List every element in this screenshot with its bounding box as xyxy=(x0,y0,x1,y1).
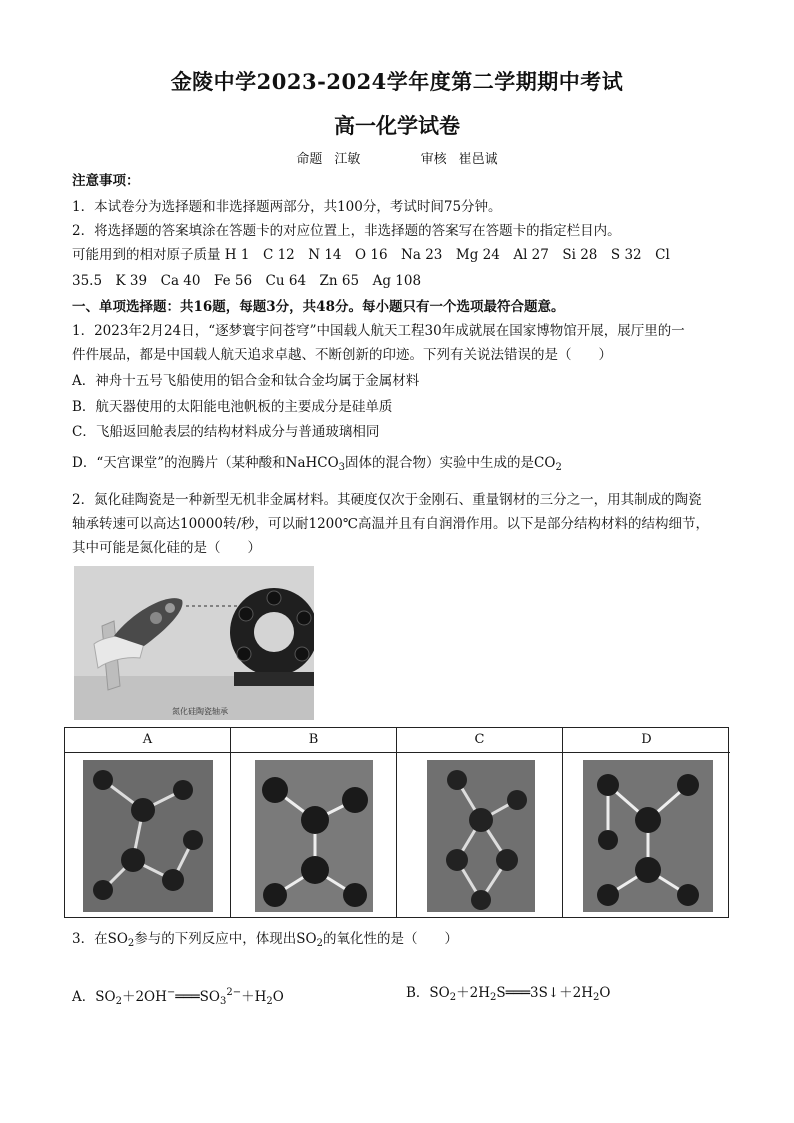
bearing-photo-illustration xyxy=(74,566,314,720)
q2-stem-1: 2．氮化硅陶瓷是一种新型无机非金属材料。其硬度仅次于金刚石、重量钢材的三分之一，用其制成的陶瓷 xyxy=(72,492,702,508)
q1-stem-1: 1．2023年2月24日，“逐梦寰宇问苍穹”中国载人航天工程30年成就展在国家博物馆开展，展厅里的一 xyxy=(72,323,685,339)
q3-a-p5: O xyxy=(272,989,284,1005)
author-role-2: 审核 xyxy=(420,152,447,167)
q1-d-mid: 固体的混合物）实验中生成的是CO xyxy=(345,455,556,471)
molecule-model-d xyxy=(583,760,713,912)
q1-option-b: B．航天器使用的太阳能电池帆板的主要成分是硅单质 xyxy=(72,399,393,415)
q3-b-p1: SO xyxy=(429,985,450,1001)
q2-option-c xyxy=(397,728,563,917)
q2-option-d-model xyxy=(583,760,713,912)
q3-b-label: B． xyxy=(406,985,430,1001)
atomic-masses-1: 可能用到的相对原子质量 H 1 C 12 N 14 O 16 Na 23 Mg 24 Al 27 Si 28 S 32 Cl xyxy=(72,247,670,263)
q2-option-b-model xyxy=(255,760,373,912)
author-name-1: 江敏 xyxy=(334,152,361,167)
q2-option-d xyxy=(563,728,730,917)
author-role-1: 命题 xyxy=(296,152,323,167)
q1-d-sub1: 3 xyxy=(338,462,346,473)
atomic-masses-2: 35.5 K 39 Ca 40 Fe 56 Cu 64 Zn 65 Ag 108 xyxy=(72,273,422,289)
author-name-2: 崔邑诚 xyxy=(458,152,498,167)
note-item-1: 1．本试卷分为选择题和非选择题两部分，共100分，考试时间75分钟。 xyxy=(72,199,502,215)
q3-a-p1: SO xyxy=(95,989,116,1005)
q3-b-p2: ＋2H xyxy=(456,985,490,1001)
q3-stem-pre: 3．在SO xyxy=(72,931,128,947)
bearing-photo xyxy=(74,566,314,720)
q2-option-a xyxy=(65,728,231,917)
q3-a-p4: ＋H xyxy=(241,989,267,1005)
molecule-model-c xyxy=(427,760,535,912)
q3-a-label: A． xyxy=(72,989,96,1005)
q3-a-p2: ＋2OH xyxy=(121,989,167,1005)
q1-stem-2: 件件展品，都是中国载人航天追求卓越、不断创新的印迹。下列有关说法错误的是（ ） xyxy=(72,347,612,363)
molecule-model-a xyxy=(83,760,213,912)
q3-stem-sub: 2 xyxy=(127,938,135,949)
q1-option-a: A．神舟十五号飞船使用的铝合金和钛合金均属于金属材料 xyxy=(72,373,420,389)
q3-b-s3: 2 xyxy=(593,992,600,1003)
q2-option-b xyxy=(231,728,397,917)
note-item-2: 2．将选择题的答案填涂在答题卡的对应位置上，非选择题的答案写在答题卡的指定栏目内。 xyxy=(72,223,621,239)
q3-b-p3: S═══3S↓＋2H xyxy=(496,985,594,1001)
q3-stem xyxy=(72,928,732,955)
photo-caption: 氮化硅陶瓷轴承 xyxy=(172,707,228,716)
q3-b-s1: 2 xyxy=(449,992,457,1003)
q3-a-s1: 2 xyxy=(115,996,122,1007)
q1-option-d xyxy=(72,452,732,479)
q3-stem-post: 的氧化性的是（ ） xyxy=(322,931,458,947)
q2-option-b-label: B xyxy=(231,728,396,753)
q3-stem-sub2: 2 xyxy=(316,938,323,949)
authors-line xyxy=(0,148,794,167)
q2-option-a-model xyxy=(83,760,213,912)
exam-subtitle: 高一化学试卷 xyxy=(334,113,460,138)
section1-heading: 一、单项选择题：共16题，每题3分，共48分。每小题只有一个选项最符合题意。 xyxy=(72,299,565,315)
q2-option-c-model xyxy=(427,760,535,912)
q2-options-table xyxy=(64,727,729,918)
molecule-model-b xyxy=(255,760,373,912)
q1-d-pre: D．“天宫课堂”的泡腾片（某种酸和NaHCO xyxy=(72,455,339,471)
q2-option-c-label: C xyxy=(397,728,562,753)
q2-stem-2: 轴承转速可以高达10000转/秒，可以耐1200℃高温并且有自润滑作用。以下是部分结构材料的结构细节， xyxy=(72,516,709,532)
q3-a-sup1: − xyxy=(166,987,176,998)
exam-title: 金陵中学2023-2024学年度第二学期期中考试 xyxy=(170,69,624,94)
q1-d-sub2: 2 xyxy=(555,462,562,473)
q3-option-b xyxy=(406,982,610,1009)
q3-stem-mid: 参与的下列反应中，体现出SO xyxy=(134,931,317,947)
q3-b-p4: O xyxy=(599,985,611,1001)
q3-option-a xyxy=(72,982,284,1013)
q2-option-d-label: D xyxy=(563,728,730,753)
notes-heading: 注意事项： xyxy=(72,173,140,189)
q2-option-a-label: A xyxy=(65,728,230,753)
q3-a-p3: ═══SO xyxy=(175,989,220,1005)
q1-option-c: C．飞船返回舱表层的结构材料成分与普通玻璃相同 xyxy=(72,424,380,440)
q3-a-sup2: 2− xyxy=(226,987,242,998)
q2-stem-3: 其中可能是氮化硅的是（ ） xyxy=(72,540,261,556)
q3-b-s2: 2 xyxy=(490,992,497,1003)
q3-a-s3: 2 xyxy=(266,996,273,1007)
q3-a-s2: 3 xyxy=(219,996,227,1007)
